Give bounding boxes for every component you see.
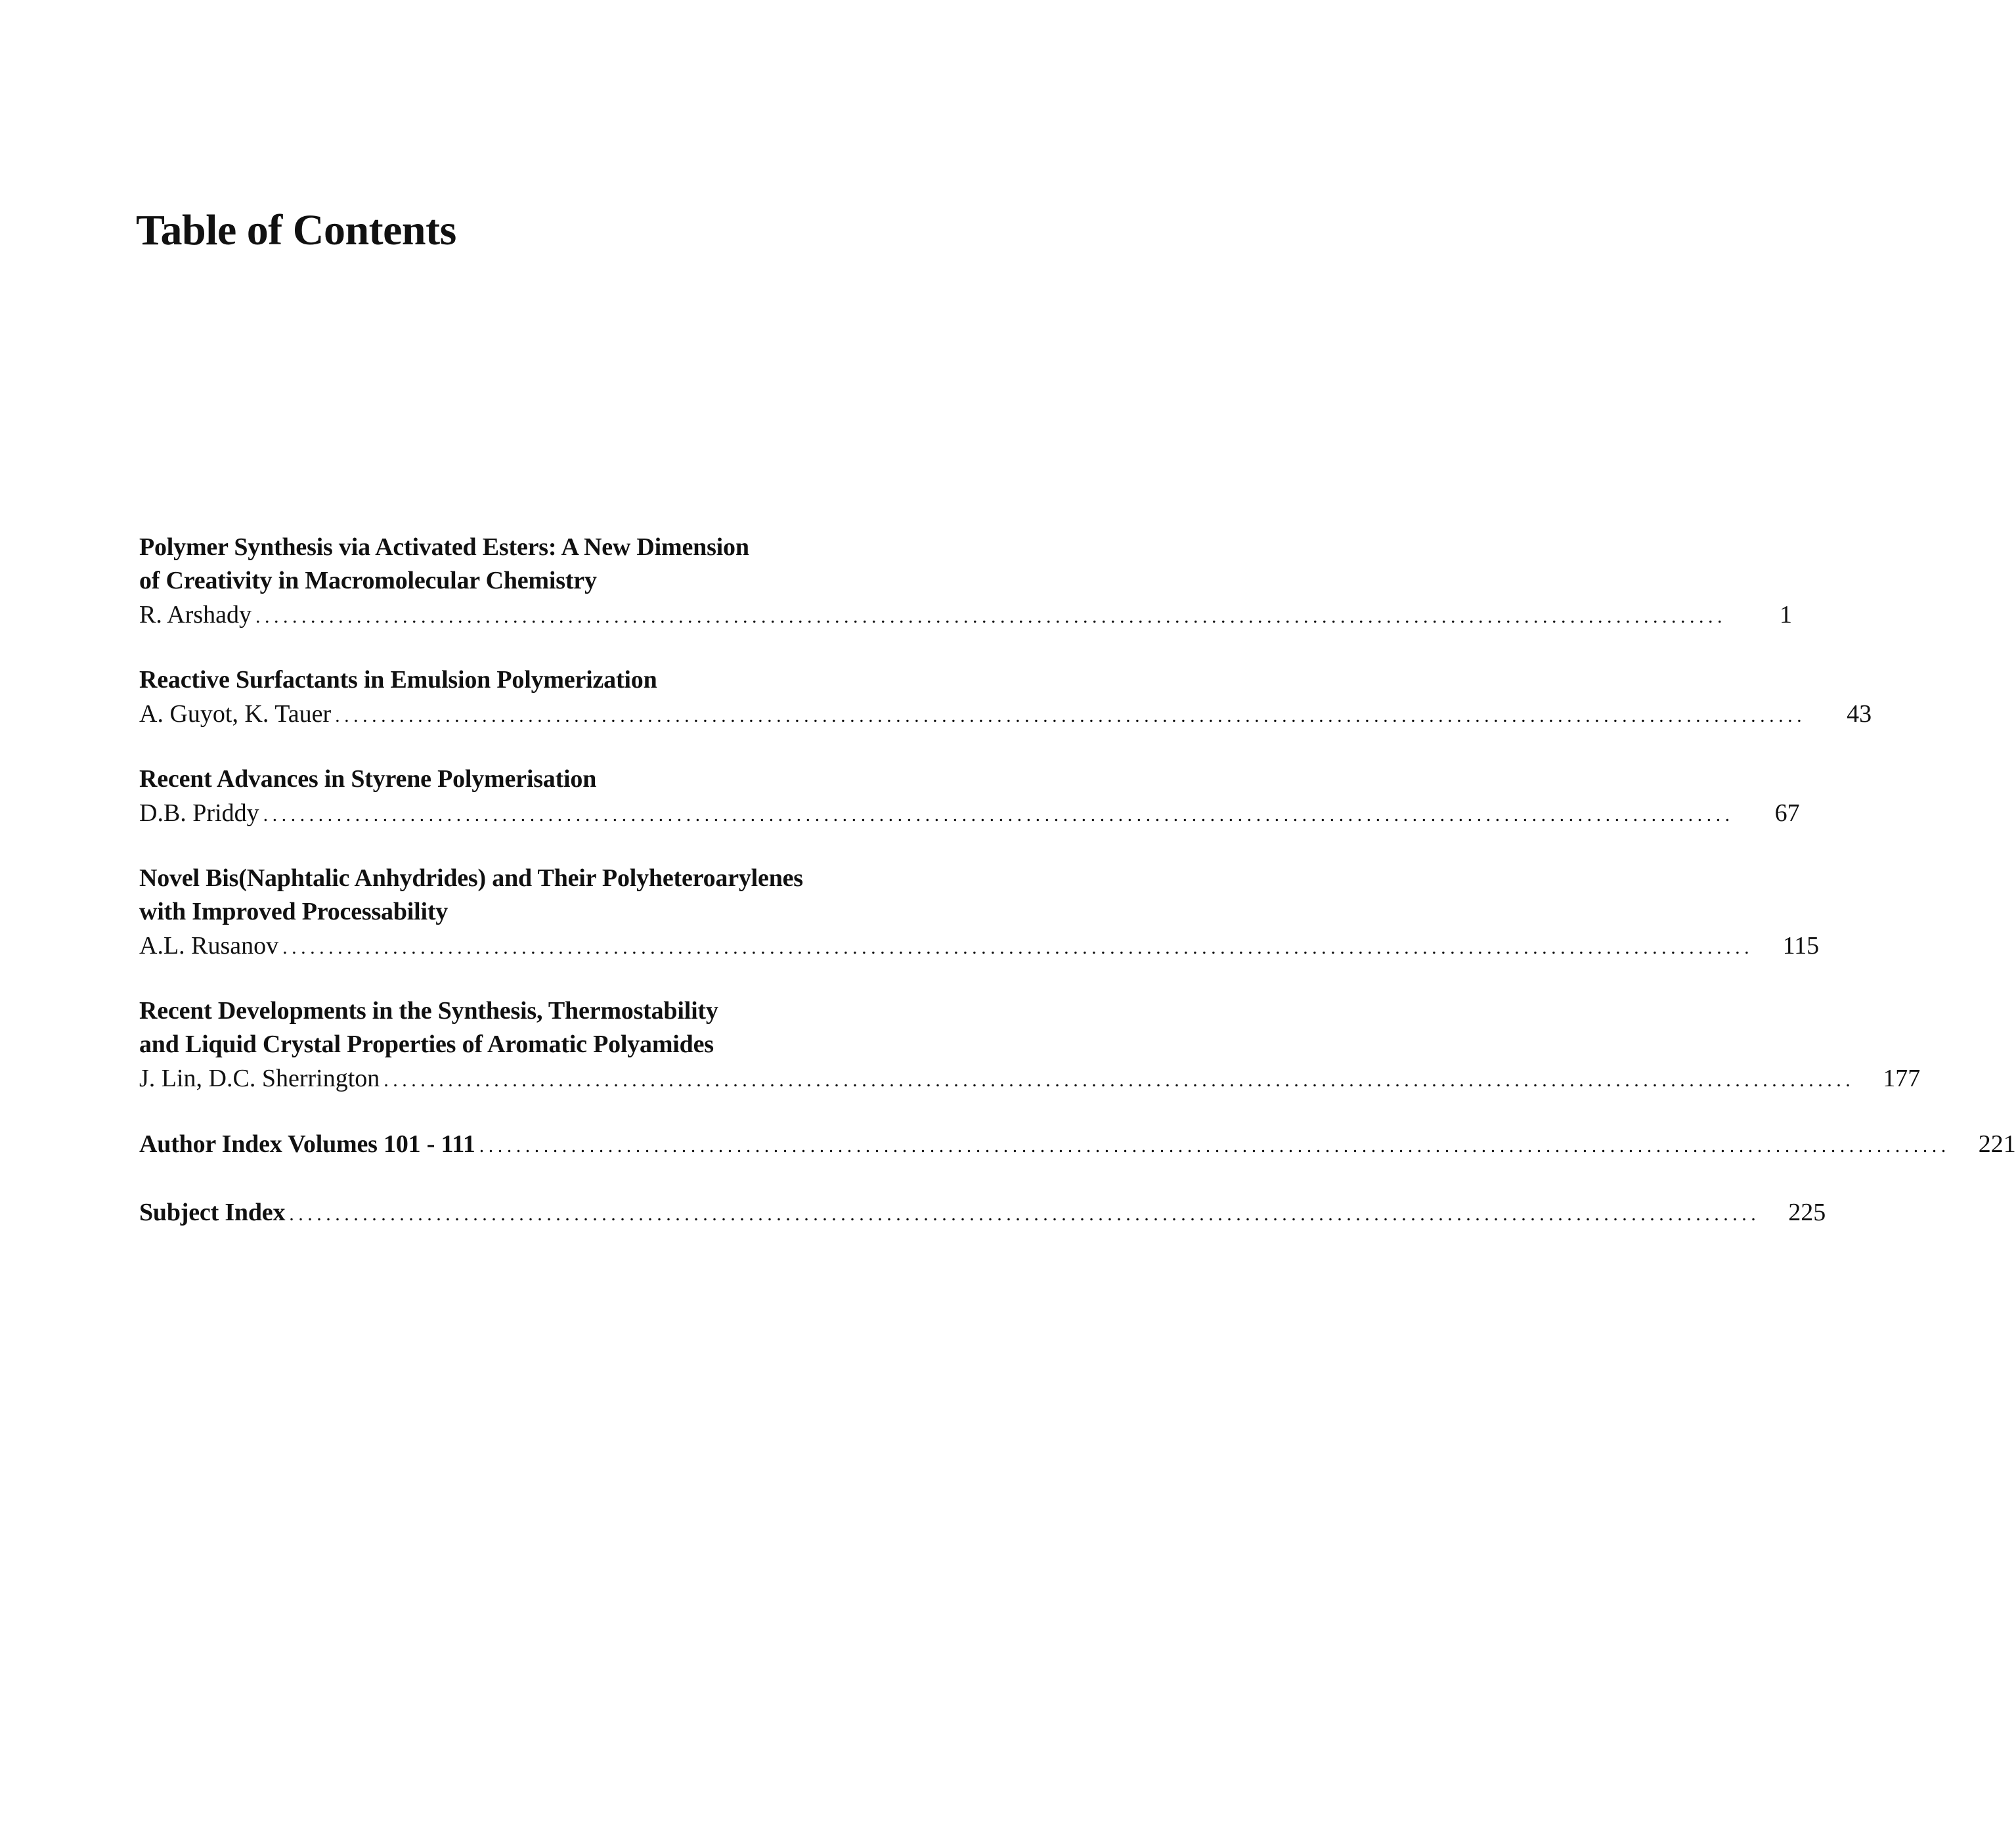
entry-title-line: Recent Advances in Styrene Polymerisation: [139, 765, 597, 793]
index-title: Subject Index: [139, 1199, 286, 1226]
entry-authors: A.L. Rusanov: [139, 932, 279, 960]
entry-authors: J. Lin, D.C. Sherrington: [139, 1065, 380, 1092]
toc-index-entry: [139, 1195, 1826, 1230]
index-page-number: 225: [1788, 1199, 1826, 1226]
entry-title-line: and Liquid Crystal Properties of Aromatic Polyamides: [139, 1030, 714, 1058]
toc-entry: [139, 763, 1800, 830]
dot-leader: ................................................................................................................................................................: [289, 1203, 1761, 1225]
entry-authors: A. Guyot, K. Tauer: [139, 700, 332, 728]
entry-title-line: Novel Bis(Naphtalic Anhydrides) and Their Polyheteroarylenes: [139, 864, 803, 892]
entry-author-line: [139, 1061, 1921, 1096]
index-page-number: 221: [1978, 1130, 2016, 1158]
toc-entry: [139, 862, 1820, 963]
entry-page-number: 67: [1774, 799, 1800, 827]
entry-authors: R. Arshady: [139, 601, 252, 629]
entry-author-line: [139, 697, 1872, 731]
toc-entry: [139, 663, 1872, 731]
toc-list: [139, 531, 2016, 1264]
entry-page-number: 177: [1883, 1065, 1921, 1092]
entry-page-number: 1: [1780, 601, 1792, 629]
dot-leader: ................................................................................................................................................................: [255, 606, 1726, 627]
entry-title-line: Recent Developments in the Synthesis, Thermostability: [139, 997, 718, 1025]
dot-leader: ................................................................................................................................................................: [383, 1069, 1855, 1091]
toc-entry: [139, 994, 1921, 1096]
entry-title-line: Reactive Surfactants in Emulsion Polymerization: [139, 666, 657, 694]
entry-author-line: [139, 929, 1820, 963]
index-line: [139, 1127, 2016, 1161]
entry-title-line: with Improved Processability: [139, 898, 449, 925]
entry-title-line: of Creativity in Macromolecular Chemistry: [139, 567, 597, 594]
dot-leader: ................................................................................................................................................................: [263, 804, 1734, 826]
dot-leader: ................................................................................................................................................................: [335, 705, 1807, 726]
index-title: Author Index Volumes 101 - 111: [139, 1130, 475, 1158]
entry-authors: D.B. Priddy: [139, 799, 259, 827]
entry-page-number: 43: [1847, 700, 1872, 728]
entry-author-line: [139, 598, 1792, 632]
index-line: [139, 1195, 1826, 1230]
dot-leader: ................................................................................................................................................................: [479, 1135, 1950, 1157]
entry-author-line: [139, 796, 1800, 830]
toc-entry: [139, 531, 1792, 632]
entry-page-number: 115: [1782, 932, 1820, 960]
dot-leader: ................................................................................................................................................................: [282, 937, 1754, 958]
page-title: Table of Contents: [136, 206, 456, 254]
toc-index-entry: [139, 1127, 2016, 1161]
entry-title-line: Polymer Synthesis via Activated Esters: A New Dimension: [139, 533, 749, 561]
